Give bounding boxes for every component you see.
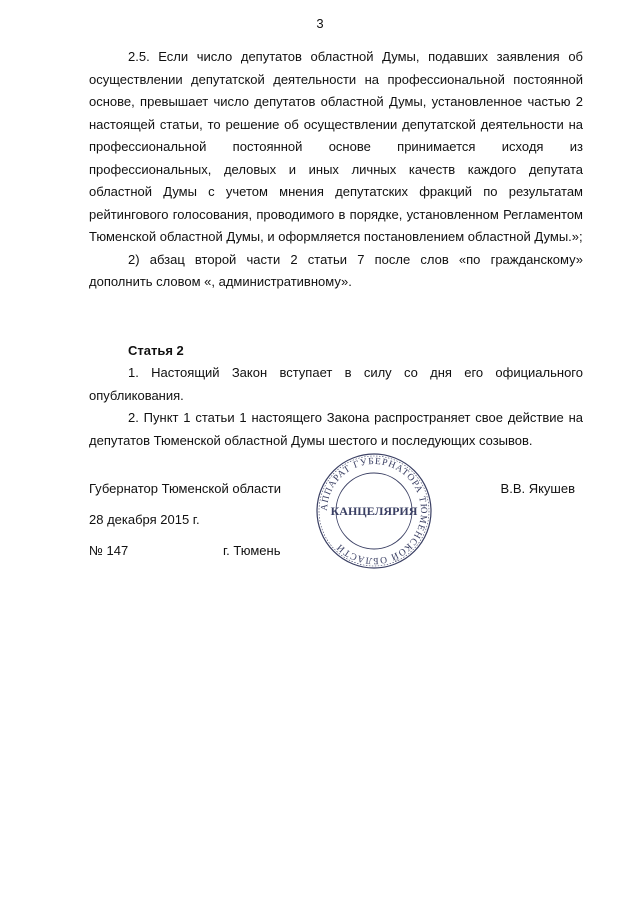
document-date: 28 декабря 2015 г. bbox=[89, 512, 200, 527]
document-city: г. Тюмень bbox=[223, 543, 281, 558]
article-2-item-2: 2. Пункт 1 статьи 1 настоящего Закона распространяет свое действие на депутатов Тюменской областной Думы шестого и последующих созывов. bbox=[89, 410, 583, 448]
article-2-heading: Статья 2 bbox=[128, 342, 184, 358]
document-number: № 147 bbox=[89, 543, 129, 558]
page-number: 3 bbox=[316, 16, 324, 31]
paragraph-2-5: 2.5. Если число депутатов областной Думы, подавших заявления об осуществлении депутатской деятельности на профессиональной постоянной основе, превышает число депутатов областной Думы, установленное частью 2 настоящей статьи, то решение об осуществлении депутатской деятельности на профессиональной постоянной основе принимается исходя из профессиональных, деловых и иных личных качеств каждого депутата областной Думы с учетом мнения депутатских фракций по результатам рейтингового голосования, проводимого в порядке, установленном Регламентом Тюменской областной Думы, и оформляется постановлением областной Думы.»; bbox=[89, 49, 583, 244]
paragraph-item-2: 2) абзац второй части 2 статьи 7 после слов «по гражданскому» дополнить словом «, административному». bbox=[89, 251, 583, 289]
spacer bbox=[89, 294, 583, 318]
document-body bbox=[89, 46, 583, 452]
office-stamp bbox=[314, 451, 434, 571]
signatory-name: В.В. Якушев bbox=[500, 481, 575, 496]
stamp-ring-text: АППАРАТ ГУБЕРНАТОРА ТЮМЕНСКОЙ ОБЛАСТИ bbox=[319, 456, 429, 566]
article-2-item-1: 1. Настоящий Закон вступает в силу со дня его официального опубликования. bbox=[89, 365, 583, 403]
stamp-center-text: КАНЦЕЛЯРИЯ bbox=[330, 504, 418, 518]
signatory-title: Губернатор Тюменской области bbox=[89, 481, 281, 496]
